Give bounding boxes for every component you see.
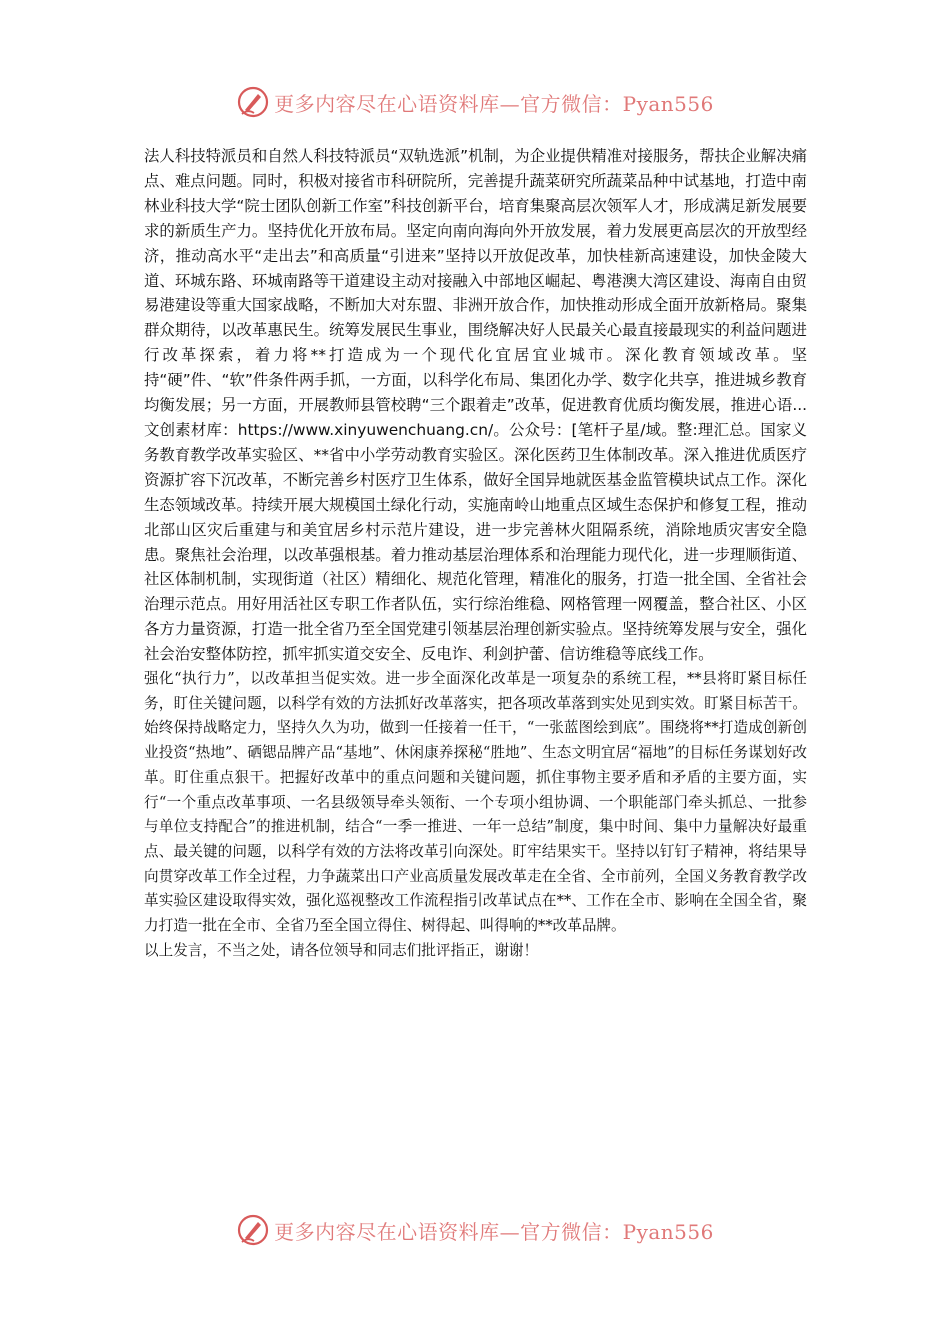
footer-banner-text: 更多内容尽在心语资料库—官方微信：Pyan556 [274,1219,714,1244]
pen-logo-icon [236,85,270,119]
document-body [144,144,807,963]
body-paragraph-1: 法人科技特派员和自然人科技特派员“双轨选派”机制，为企业提供精准对接服务，帮扶企业解决痛点、难点问题。同时，积极对接省市科研院所，完善提升蔬菜研究所蔬菜品种中试基地，打造中南林业科技大学“院士团队创新工作室”科技创新平台，培育集聚高层次领军人才，形成满足新发展要求的新质生产力。坚持优化开放布局。坚定向南向海向外开放发展，着力发展更高层次的开放型经济，推动高水平“走出去”和高质量“引进来”坚持以开放促改革，加快桂新高速建设，加快金陵大道、环城东路、环城南路等干道建设主动对接融入中部地区崛起、粤港澳大湾区建设、海南自由贸易港建设等重大国家战略，不断加大对东盟、非洲开放合作，加快推动形成全面开放新格局。聚集群众期待，以改革惠民生。统筹发展民生事业，围绕解决好人民最关心最直接最现实的利益问题进行改革探索，着力将**打造成为一个现代化宜居宜业城市。深化教育领域改革。坚持“硬”件、“软”件条件两手抓，一方面，以科学化布局、集团化办学、数字化共享，推进城乡教育均衡发展；另一方面，开展教师县管校聘“三个跟着走”改革，促进教育优质均衡发展，推进心语...文创素材库：https://www.xinyuwenchuang.cn/。公众号：[笔杆子星/域。整:理汇总。国家义务教育教学改革实验区、**省中小学劳动教育实验区。深化医药卫生体制改革。深入推进优质医疗资源扩容下沉改革，不断完善乡村医疗卫生体系，做好全国异地就医基金监管模块试点工作。深化生态领域改革。持续开展大规模国土绿化行动，实施南岭山地重点区域生态保护和修复工程，推动北部山区灾后重建与和美宜居乡村示范片建设，进一步完善林火阻隔系统，消除地质灾害安全隐患。聚焦社会治理，以改革强根基。着力推动基层治理体系和治理能力现代化，进一步理顺街道、社区体制机制，实现街道（社区）精细化、规范化管理，精准化的服务，打造一批全国、全省社会治理示范点。用好用活社区专职工作者队伍，实行综治维稳、网格管理一网覆盖，整合社区、小区各方力量资源，打造一批全省乃至全国党建引领基层治理创新实验点。坚持统筹发展与安全，强化社会治安整体防控，抓牢抓实道交安全、反电诈、利剑护蕾、信访维稳等底线工作。 [144,147,807,664]
footer-banner [0,1210,950,1250]
body-paragraph-closing: 以上发言，不当之处，请各位领导和同志们批评指正，谢谢！ [144,941,539,959]
pen-logo-icon [236,1213,270,1247]
header-banner-text: 更多内容尽在心语资料库—官方微信：Pyan556 [274,91,714,116]
header-banner [0,82,950,122]
body-paragraph-2: 强化“执行力”，以改革担当促实效。进一步全面深化改革是一项复杂的系统工程，**县将盯紧目标任务，盯住关键问题，以科学有效的方法抓好改革落实，把各项改革落到实处见到实效。盯紧目标苦干。始终保持战略定力，坚持久久为功，做到一任接着一任干，“一张蓝图绘到底”。围绕将**打造成创新创业投资“热地”、硒锶品牌产品“基地”、休闲康养探秘“胜地”、生态文明宜居“福地”的目标任务谋划好改革。盯住重点狠干。把握好改革中的重点问题和关键问题，抓住事物主要矛盾和矛盾的主要方面，实行“一个重点改革事项、一名县级领导牵头领衔、一个专项小组协调、一个职能部门牵头抓总、一批参与单位支持配合”的推进机制，结合“一季一推进、一年一总结”制度，集中时间、集中力量解决好最重点、最关键的问题，以科学有效的方法将改革引向深处。盯牢结果实干。坚持以钉钉子精神，将结果导向贯穿改革工作全过程，力争蔬菜出口产业高质量发展改革走在全省、全市前列，全国义务教育教学改革实验区建设取得实效，强化巡视整改工作流程指引改革试点在**、工作在全市、影响在全国全省，聚力打造一批在全市、全省乃至全国立得住、树得起、叫得响的**改革品牌。 [144,670,807,935]
